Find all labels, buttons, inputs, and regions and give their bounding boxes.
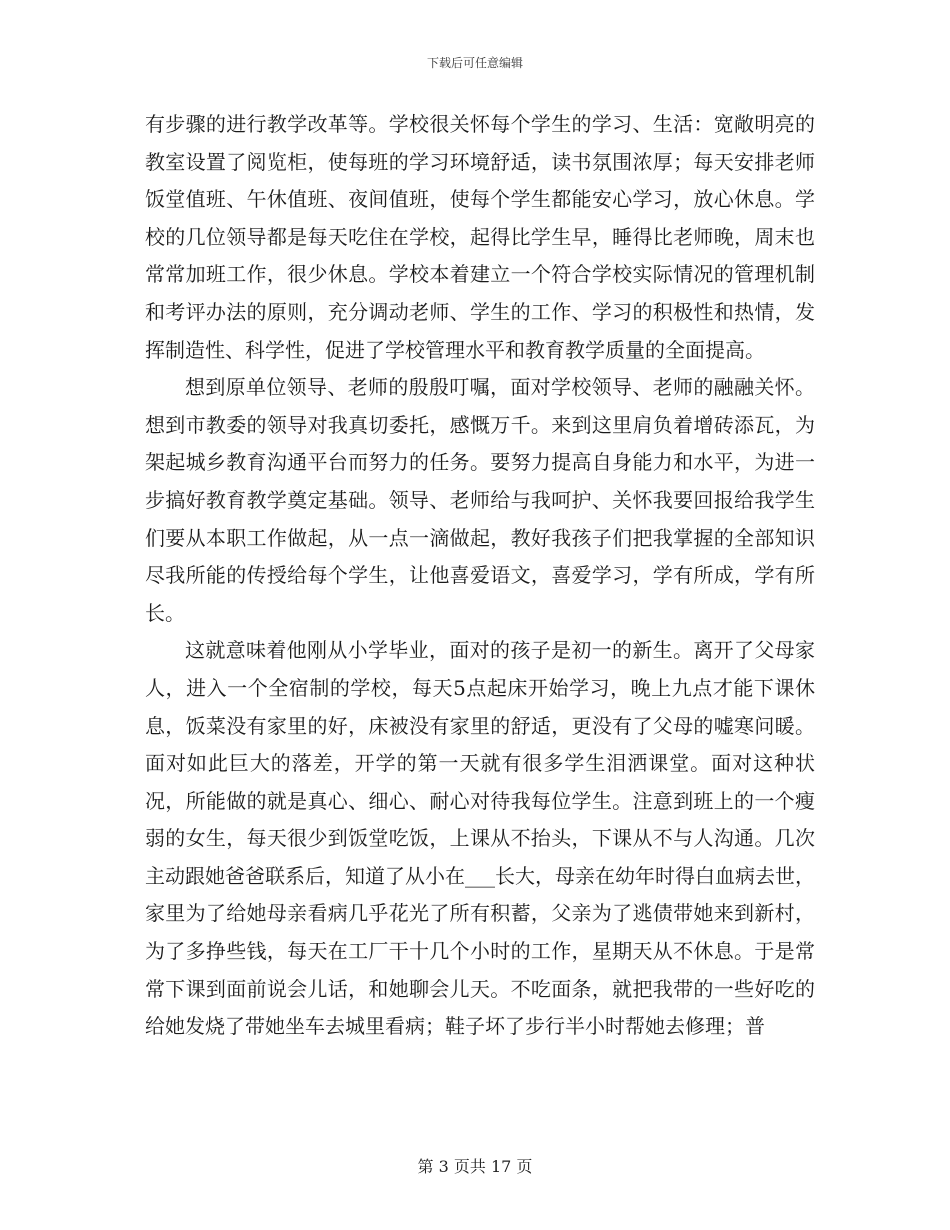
paragraph-1: 有步骤的进行教学改革等。学校很关怀每个学生的学习、生活：宽敞明亮的教室设置了阅览柜，使每班的学习环境舒适，读书氛围浓厚；每天安排老师饭堂值班、午休值班、夜间值班，使每个学生都能安心学习，放心休息。学校的几位领导都是每天吃住在学校，起得比学生早，睡得比老师晚，周末也常常加班工作，很少休息。学校本着建立一个符合学校实际情况的管理机制和考评办法的原则，充分调动老师、学生的工作、学习的积极性和热情，发挥制造性、科学性，促进了学校管理水平和教育教学质量的全面提高。 [145, 112, 815, 362]
page-header: 下载后可任意编辑 [426, 56, 523, 70]
paragraph-3: 这就意味着他刚从小学毕业，面对的孩子是初一的新生。离开了父母家人，进入一个全宿制的学校，每天5点起床开始学习，晚上九点才能下课休息，饭菜没有家里的好，床被没有家里的舒适，更没有了父母的嘘寒问暖。面对如此巨大的落差，开学的第一天就有很多学生泪洒课堂。面对这种状况，所能做的就是真心、细心、耐心对待我每位学生。注意到班上的一个瘦弱的女生，每天很少到饭堂吃饭，上课从不抬头，下课从不与人沟通。几次主动跟她爸爸联系后，知道了从小在___长大，母亲在幼年时得白血病去世，家里为了给她母亲看病几乎花光了所有积蓄，父亲为了逃债带她来到新村，为了多挣些钱，每天在工厂干十几个小时的工作，星期天从不休息。于是常常下课到面前说会儿话，和她聊会儿天。不吃面条，就把我带的一些好吃的给她发烧了带她坐车去城里看病；鞋子坏了步行半小时帮她去修理；普 [145, 638, 815, 1039]
paragraph-2: 想到原单位领导、老师的殷殷叮嘱，面对学校领导、老师的融融关怀。想到市教委的领导对我真切委托，感慨万千。来到这里肩负着增砖添瓦，为架起城乡教育沟通平台而努力的任务。要努力提高自身能力和水平，为进一步搞好教育教学奠定基础。领导、老师给与我呵护、关怀我要回报给我学生们要从本职工作做起，从一点一滴做起，教好我孩子们把我掌握的全部知识尽我所能的传授给每个学生，让他喜爱语文，喜爱学习，学有所成，学有所长。 [145, 375, 815, 625]
document-body [145, 106, 815, 1046]
page-footer: 第 3 页共 17 页 [417, 1157, 533, 1176]
